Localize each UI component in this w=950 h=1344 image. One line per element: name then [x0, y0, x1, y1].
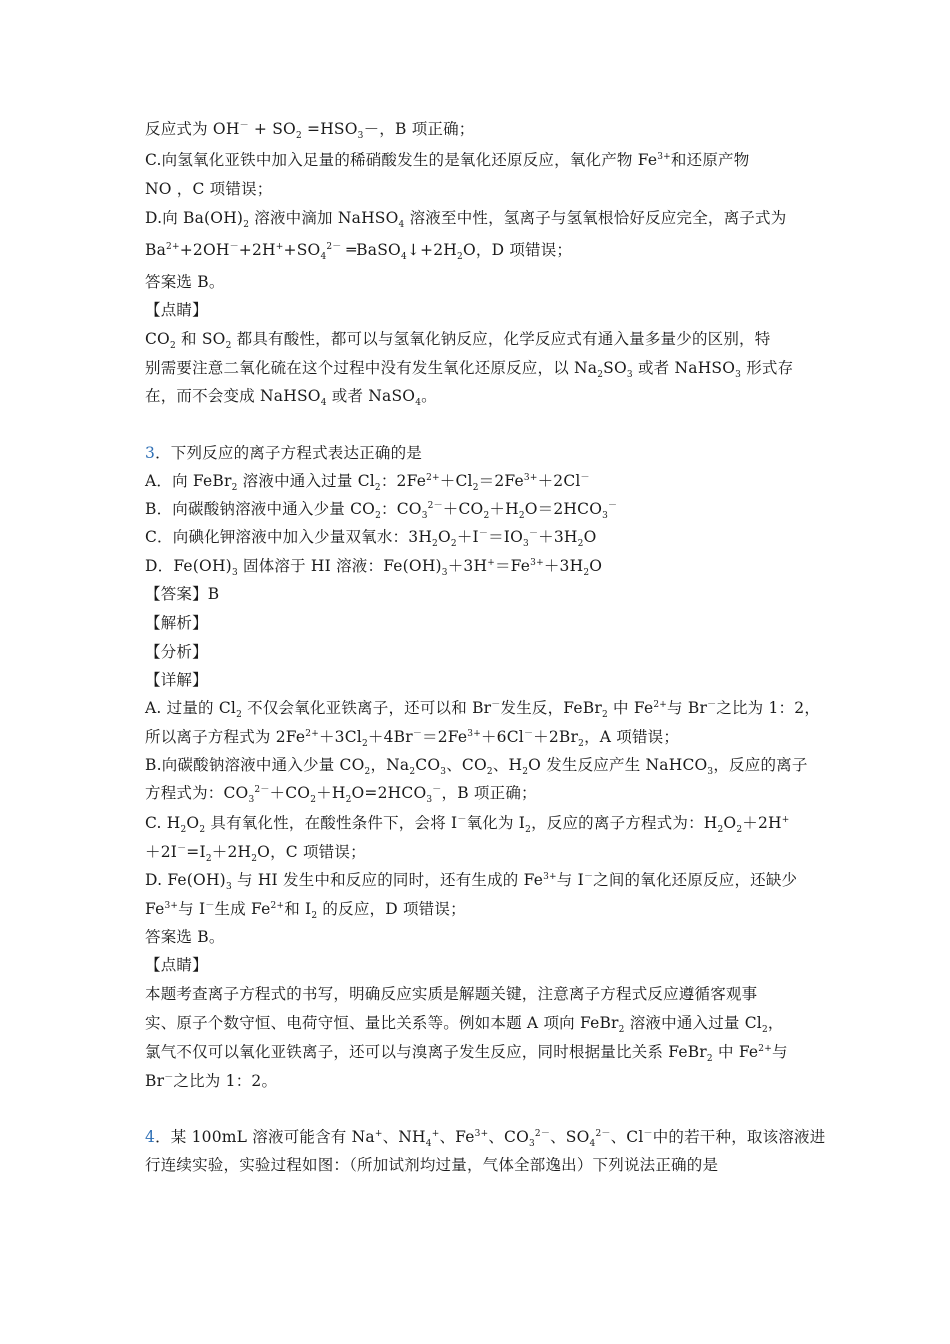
- subscript: 2: [706, 1054, 713, 1064]
- subscript: 2: [409, 767, 416, 777]
- subscript: 4: [425, 1139, 432, 1149]
- supscript: 3+: [523, 473, 538, 483]
- text-run: ＋2H: [211, 843, 252, 861]
- text-run: CO: [415, 756, 441, 774]
- supscript: +: [487, 558, 495, 568]
- text-run: 在，而不会变成 NaHSO: [145, 387, 321, 405]
- text-run: ↓+2H: [406, 241, 458, 259]
- text-run: Fe: [145, 900, 165, 918]
- subscript: 2: [251, 854, 258, 864]
- text-run: O＝2HCO: [524, 500, 603, 518]
- text-run: ，反应的离子方程式为：H: [531, 814, 718, 832]
- subscript: 2: [578, 739, 585, 749]
- supscript: +: [431, 1129, 440, 1139]
- text-run: ，反应的离子: [713, 756, 808, 774]
- text-run: O 发生反应产生 NaHCO: [528, 756, 708, 774]
- text-line: [145, 842, 825, 862]
- subscript: 2: [311, 911, 318, 921]
- text-run: O: [437, 528, 451, 546]
- subscript: 3: [421, 511, 428, 521]
- text-run: +2OH: [179, 241, 230, 259]
- text-run: ：2Fe: [380, 472, 427, 490]
- text-line: [145, 698, 825, 718]
- subscript: 3: [707, 767, 714, 777]
- subscript: 3: [626, 370, 633, 380]
- text-run: +2H: [238, 241, 276, 259]
- subscript: 2: [180, 825, 187, 835]
- supscript: 2－: [595, 1129, 611, 1139]
- text-line: [145, 1013, 825, 1033]
- subscript: 2: [361, 739, 368, 749]
- text-run: ＝2Fe: [478, 472, 524, 490]
- text-run: ，A 项错误；: [584, 728, 680, 746]
- subscript: 3: [441, 568, 448, 578]
- text-line: [145, 1155, 825, 1175]
- subscript: 2: [583, 568, 590, 578]
- text-run: C.向氢氧化亚铁中加入足量的稀硝酸发生的是氧化还原反应，氧化产物 Fe: [145, 151, 658, 169]
- text-run: D.向 Ba(OH): [145, 209, 244, 227]
- text-run: CO: [145, 330, 170, 348]
- supscript: －: [528, 529, 539, 539]
- text-line: [145, 471, 825, 491]
- subscript: 2: [169, 341, 176, 351]
- text-run: 氧化为 I: [466, 814, 526, 832]
- text-run: B.向碳酸钠溶液中通入少量 CO: [145, 756, 365, 774]
- text-run: 方程式为：CO: [145, 784, 249, 802]
- subscript: 4: [589, 1139, 596, 1149]
- supscript: 3+: [164, 901, 179, 911]
- supscript: －: [177, 844, 187, 854]
- text-run: ．某 100mL 溶液可能含有 Na: [155, 1128, 375, 1146]
- text-run: 形式存: [741, 359, 794, 377]
- subscript: 2: [432, 539, 438, 549]
- text-line: [145, 119, 825, 139]
- supscript: －: [432, 785, 442, 795]
- subscript: 2: [375, 511, 382, 521]
- subscript: 2: [618, 1025, 625, 1035]
- supscript: 2+: [270, 901, 285, 911]
- subscript: 2: [374, 483, 381, 493]
- text-run: B．向碳酸钠溶液中通入少量 CO: [145, 500, 376, 518]
- subscript: 2: [450, 539, 457, 549]
- text-run: NO ，C 项错误；: [145, 180, 273, 198]
- supscript: －: [239, 121, 249, 131]
- subscript: 2: [577, 539, 584, 549]
- text-run: ＋H: [489, 500, 519, 518]
- text-line: [145, 1042, 825, 1062]
- subscript: 2: [457, 252, 463, 262]
- text-run: －: [363, 120, 380, 138]
- text-run: 本题考查离子方程式的书写，明确反应实质是解题关键，注意离子方程式反应遵循客观事: [145, 985, 758, 1003]
- text-line: [145, 670, 825, 690]
- text-line: [145, 813, 825, 833]
- subscript: 3: [357, 131, 364, 141]
- text-run: A. 过量的 Cl: [145, 699, 237, 717]
- text-run: +SO: [283, 241, 321, 259]
- text-run: 、CO: [446, 756, 487, 774]
- text-run: ＋2Cl: [537, 472, 581, 490]
- supscript: －: [412, 729, 423, 739]
- text-run: 与 I: [178, 900, 206, 918]
- supscript: －: [491, 700, 501, 710]
- text-run: 所以离子方程式为 2Fe: [145, 728, 306, 746]
- text-run: 与 HI 发生中和反应的同时，还有生成的 Fe: [231, 871, 544, 889]
- text-run: ＋3H: [447, 557, 488, 575]
- text-line: [145, 613, 825, 633]
- text-run: 别需要注意二氧化硫在这个过程中没有发生氧化还原反应，以 Na: [145, 359, 598, 377]
- subscript: 2: [243, 220, 250, 230]
- question-number: 3: [145, 444, 156, 462]
- text-line: [145, 927, 825, 947]
- text-run: ＋2Br: [533, 728, 579, 746]
- text-run: O: [186, 814, 200, 832]
- supscript: －: [643, 1129, 653, 1139]
- text-run: 、CO: [488, 1128, 529, 1146]
- text-run: 的反应，D 项错误；: [317, 900, 466, 918]
- text-run: 氯气不仅可以氧化亚铁离子，还可以与溴离子发生反应，同时根据量比关系 FeBr: [145, 1043, 707, 1061]
- text-run: 【点睛】: [145, 956, 208, 974]
- subscript: 3: [528, 1139, 535, 1149]
- text-run: 或者 NaHSO: [632, 359, 736, 377]
- text-run: 溶液中通入过量 Cl: [237, 472, 375, 490]
- supscript: －: [608, 501, 618, 511]
- text-run: ，B 项正确；: [441, 784, 537, 802]
- subscript: 2: [310, 795, 317, 805]
- supscript: 2+: [166, 242, 180, 252]
- text-run: 和还原产物: [670, 151, 750, 169]
- text-run: ＋2I: [145, 843, 178, 861]
- text-run: ＋CO: [269, 784, 311, 802]
- subscript: 3: [440, 767, 447, 777]
- subscript: 4: [415, 398, 422, 408]
- text-run: 溶液至中性，氢离子与氢氧根恰好反应完全，离子式为: [404, 209, 787, 227]
- text-line: [145, 443, 825, 463]
- subscript: 2: [736, 825, 743, 835]
- subscript: 2: [364, 767, 371, 777]
- text-run: 【详解】: [145, 671, 208, 689]
- text-run: 具有氧化性，在酸性条件下，会将 I: [205, 814, 458, 832]
- text-line: [145, 955, 825, 975]
- text-run: + SO: [248, 120, 296, 138]
- text-run: 中的若干种，取该溶液进: [652, 1128, 826, 1146]
- text-run: D．Fe(OH): [145, 557, 232, 575]
- subscript: 2: [597, 370, 604, 380]
- supscript: 3+: [657, 152, 671, 162]
- supscript: 3+: [467, 729, 481, 739]
- text-run: 、Fe: [439, 1128, 475, 1146]
- subscript: 3: [602, 511, 609, 521]
- text-run: A．向 FeBr: [145, 472, 232, 490]
- subscript: 2: [525, 825, 532, 835]
- text-line: [145, 783, 825, 803]
- text-line: [145, 272, 825, 292]
- subscript: 4: [320, 398, 327, 408]
- text-run: ＋4Br: [367, 728, 413, 746]
- text-run: ＋I: [456, 528, 479, 546]
- supscript: －: [580, 473, 590, 483]
- subscript: 4: [320, 252, 327, 262]
- subscript: 2: [486, 767, 493, 777]
- text-run: O: [723, 814, 737, 832]
- subscript: 2: [518, 511, 525, 521]
- supscript: 3+: [543, 872, 557, 882]
- text-run: 都具有酸性，都可以与氢氧化钠反应，化学反应式有通入量多量少的区别，特: [231, 330, 771, 348]
- text-run: C．向碘化钾溶液中加入少量双氧水：3H: [145, 528, 433, 546]
- text-run: 之间的氧化还原反应，还缺少: [593, 871, 798, 889]
- text-line: [145, 499, 825, 519]
- text-line: [145, 870, 825, 890]
- text-run: 、Cl: [610, 1128, 644, 1146]
- subscript: 3: [523, 539, 529, 549]
- supscript: －: [707, 700, 717, 710]
- text-line: [145, 358, 825, 378]
- subscript: 3: [426, 795, 433, 805]
- text-run: ＋H: [316, 784, 346, 802]
- supscript: 2+: [653, 700, 668, 710]
- text-line: [145, 240, 825, 260]
- supscript: －: [457, 815, 467, 825]
- text-line: [145, 300, 825, 320]
- subscript: 2: [236, 710, 243, 720]
- text-line: [145, 329, 825, 349]
- text-line: [145, 1071, 825, 1091]
- text-run: O，C 项错误；: [257, 843, 366, 861]
- subscript: 2: [601, 710, 608, 720]
- supscript: 3+: [474, 1129, 489, 1139]
- supscript: －: [478, 529, 489, 539]
- text-run: ，: [767, 1014, 784, 1032]
- text-line: [145, 179, 825, 199]
- text-run: ＋2H: [742, 814, 782, 832]
- supscript: －: [164, 1073, 174, 1083]
- supscript: －: [523, 729, 534, 739]
- text-run: 与: [771, 1043, 788, 1061]
- text-run: 答案选 B。: [145, 928, 225, 946]
- text-line: [145, 727, 825, 747]
- text-run: 或者 NaSO: [326, 387, 416, 405]
- text-run: ＝2Fe: [422, 728, 468, 746]
- text-run: 答案选 B。: [145, 273, 225, 291]
- subscript: 2: [522, 767, 529, 777]
- text-run: ＝Fe: [494, 557, 531, 575]
- supscript: 2－: [427, 501, 443, 511]
- subscript: 2: [199, 825, 206, 835]
- text-run: 行连续实验，实验过程如图：（所加试剂均过量，气体全部逸出）下列说法正确的是: [145, 1156, 719, 1174]
- supscript: 2－: [326, 242, 342, 252]
- supscript: 3+: [530, 558, 544, 568]
- text-run: ＋3H: [543, 557, 584, 575]
- supscript: 2－: [534, 1129, 551, 1139]
- supscript: +: [374, 1129, 383, 1139]
- text-run: 溶液中滴加 NaHSO: [249, 209, 399, 227]
- supscript: －: [229, 242, 239, 252]
- text-run: 溶液中通入过量 Cl: [624, 1014, 762, 1032]
- text-run: ═BaSO: [341, 241, 401, 259]
- subscript: 4: [400, 252, 407, 262]
- question-number: 4: [145, 1128, 156, 1146]
- text-line: [145, 584, 825, 604]
- subscript: 4: [398, 220, 405, 230]
- text-run: ＋CO: [442, 500, 484, 518]
- text-run: 【答案】B: [145, 585, 220, 603]
- text-run: 生成 Fe: [214, 900, 271, 918]
- text-run: ．下列反应的离子方程式表达正确的是: [155, 444, 422, 462]
- text-run: 【分析】: [145, 643, 208, 661]
- text-run: 。: [421, 387, 437, 405]
- text-run: SO: [603, 359, 627, 377]
- text-line: [145, 984, 825, 1004]
- subscript: 2: [205, 854, 212, 864]
- supscript: 2+: [426, 473, 440, 483]
- text-line: [145, 1127, 825, 1147]
- supscript: 2－: [254, 785, 270, 795]
- supscript: 2+: [758, 1044, 772, 1054]
- text-run: D. Fe(OH): [145, 871, 226, 889]
- text-run: O: [583, 528, 597, 546]
- supscript: －: [583, 872, 594, 882]
- text-run: O=2HCO: [351, 784, 427, 802]
- subscript: 3: [735, 370, 742, 380]
- text-run: Ba: [145, 241, 167, 259]
- text-run: ＋3Cl: [318, 728, 362, 746]
- text-line: [145, 556, 825, 576]
- text-run: 中 Fe: [712, 1043, 759, 1061]
- text-line: [145, 527, 825, 547]
- text-run: ＋6Cl: [480, 728, 524, 746]
- text-line: [145, 642, 825, 662]
- text-run: 【解析】: [145, 614, 208, 632]
- text-run: 、H: [492, 756, 523, 774]
- subscript: 2: [231, 483, 238, 493]
- text-run: 、NH: [382, 1128, 426, 1146]
- subscript: 3: [225, 882, 232, 892]
- supscript: +: [275, 242, 284, 252]
- text-run: 与 Br: [667, 699, 708, 717]
- subscript: 2: [345, 795, 352, 805]
- text-run: 实、原子个数守恒、电荷守恒、量比关系等。例如本题 A 项向 FeBr: [145, 1014, 619, 1032]
- text-run: C. H: [145, 814, 181, 832]
- text-line: [145, 386, 825, 406]
- subscript: 3: [248, 795, 255, 805]
- text-run: ＋3H: [538, 528, 578, 546]
- text-run: ＝IO: [488, 528, 524, 546]
- subscript: 2: [472, 483, 479, 493]
- text-run: 、SO: [550, 1128, 590, 1146]
- supscript: +: [781, 815, 790, 825]
- subscript: 2: [483, 511, 490, 521]
- text-run: 反应式为 OH: [145, 120, 240, 138]
- text-line: [145, 899, 825, 919]
- supscript: －: [205, 901, 215, 911]
- subscript: 2: [761, 1025, 768, 1035]
- text-run: 和 SO: [175, 330, 226, 348]
- text-run: =I: [186, 843, 206, 861]
- text-run: 之比为 1：2。: [173, 1072, 278, 1090]
- text-run: O: [589, 557, 603, 575]
- text-run: 【点睛】: [145, 301, 208, 319]
- text-run: 固体溶于 HI 溶液：Fe(OH): [237, 557, 442, 575]
- text-run: ＋Cl: [439, 472, 473, 490]
- text-line: [145, 150, 825, 170]
- text-run: =HSO: [301, 120, 358, 138]
- subscript: 2: [295, 131, 302, 141]
- text-run: Br: [145, 1072, 165, 1090]
- text-line: [145, 208, 825, 228]
- subscript: 3: [231, 568, 238, 578]
- text-run: 不仅会氧化亚铁离子，还可以和 Br: [242, 699, 492, 717]
- supscript: 2+: [305, 729, 319, 739]
- text-run: 与 I: [556, 871, 584, 889]
- text-run: 之比为 1：2，: [716, 699, 821, 717]
- text-run: ：CO: [381, 500, 422, 518]
- text-run: 中 Fe: [607, 699, 654, 717]
- text-run: ，Na: [370, 756, 410, 774]
- text-run: 和 I: [284, 900, 312, 918]
- subscript: 2: [717, 825, 724, 835]
- text-line: [145, 755, 825, 775]
- text-run: O，D 项错误；: [462, 241, 573, 259]
- text-run: ，B 项正确；: [379, 120, 475, 138]
- text-run: 发生反，FeBr: [500, 699, 602, 717]
- subscript: 2: [225, 341, 232, 351]
